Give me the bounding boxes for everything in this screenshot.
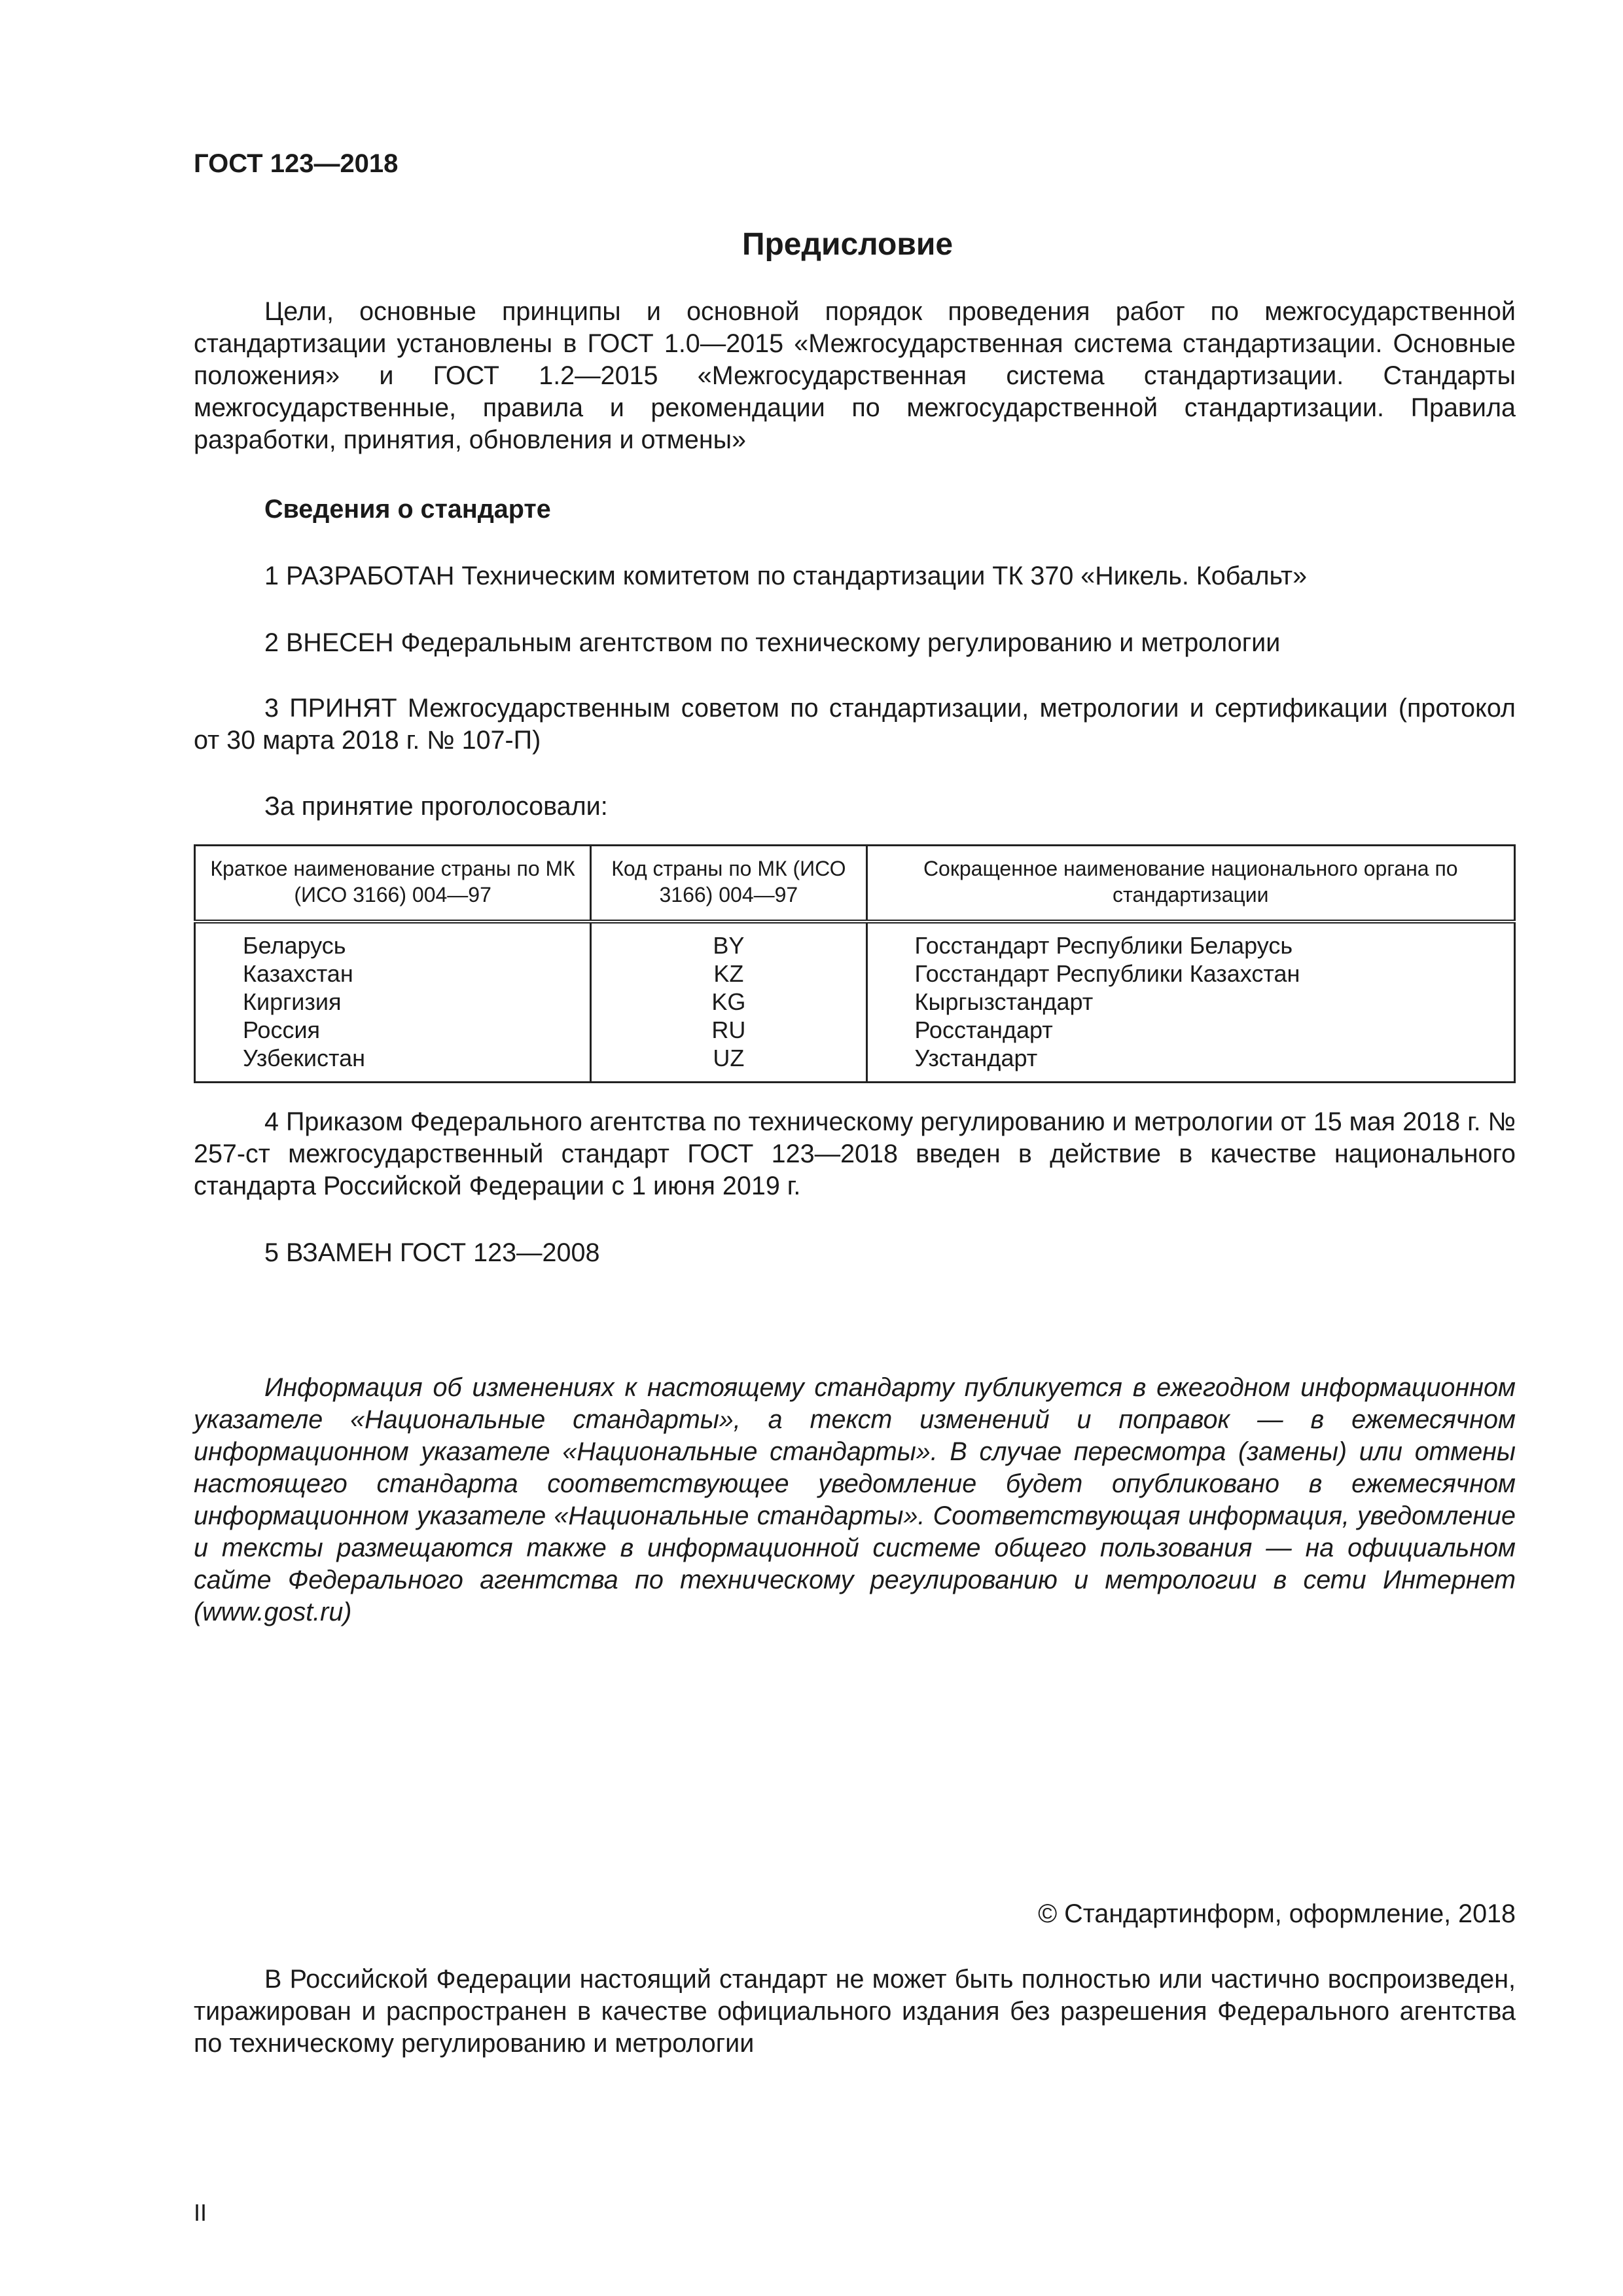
column-header-body: Сокращенное наименование национального органа по стандартизации xyxy=(866,846,1515,922)
table-row xyxy=(195,1044,1515,1083)
item-2-submitted: 2 ВНЕСЕН Федеральным агентством по техническому регулированию и метрологии xyxy=(264,628,1281,657)
code-cell: RU xyxy=(591,1016,866,1044)
page-number: II xyxy=(194,2199,207,2226)
country-cell: Казахстан xyxy=(195,960,591,988)
item-5-replaces: 5 ВЗАМЕН ГОСТ 123—2008 xyxy=(264,1238,600,1267)
code-cell: KG xyxy=(591,988,866,1016)
code-cell: UZ xyxy=(591,1044,866,1083)
country-cell: Беларусь xyxy=(195,922,591,960)
column-header-code: Код страны по МК (ИСО 3166) 004—97 xyxy=(591,846,866,922)
item-4-order: 4 Приказом Федерального агентства по техническому регулированию и метрологии от 15 мая 2018 г. № 257-ст межгосударственный стандарт ГОСТ 123—2018 введен в действие в качестве национального стандарта Российской Федерации с 1 июня 2019 г. xyxy=(194,1107,1516,1200)
table-header-row xyxy=(195,846,1515,922)
body-cell: Госстандарт Республики Беларусь xyxy=(866,922,1515,960)
table-row xyxy=(195,960,1515,988)
changes-notice: Информация об изменениях к настоящему стандарту публикуется в ежегодном информационном указателе «Национальные стандарты», а текст изменений и поправок — в ежемесячном информационном указателе «Национальные стандарты». В случае пересмотра (замены) или отмены настоящего стандарта соответствующее уведомление будет опубликовано в ежемесячном информационном указателе «Национальные стандарты». Соответствующая информация, уведомление и тексты размещаются также в информационной системе общего пользования — на официальном сайте Федерального агентства по техническому регулированию и метрологии в сети Интернет (www.gost.ru) xyxy=(194,1373,1516,1626)
vote-label: За принятие проголосовали: xyxy=(264,792,608,821)
table-row xyxy=(195,988,1515,1016)
column-header-country: Краткое наименование страны по МК (ИСО 3166) 004—97 xyxy=(195,846,591,922)
table-row xyxy=(195,1016,1515,1044)
body-cell: Узстандарт xyxy=(866,1044,1515,1083)
copyright-line: © Стандартинформ, оформление, 2018 xyxy=(1038,1899,1516,1928)
item-1-developed: 1 РАЗРАБОТАН Техническим комитетом по стандартизации ТК 370 «Никель. Кобальт» xyxy=(264,562,1308,590)
code-cell: KZ xyxy=(591,960,866,988)
country-cell: Узбекистан xyxy=(195,1044,591,1083)
body-cell: Госстандарт Республики Казахстан xyxy=(866,960,1515,988)
body-cell: Кыргызстандарт xyxy=(866,988,1515,1016)
body-cell: Росстандарт xyxy=(866,1016,1515,1044)
page-title: Предисловие xyxy=(741,227,954,262)
country-cell: Россия xyxy=(195,1016,591,1044)
intro-paragraph: Цели, основные принципы и основной порядок проведения работ по межгосударственной стандартизации установлены в ГОСТ 1.0—2015 «Межгосударственная система стандартизации. Основные положения» и ГОСТ 1.2—2015 «Межгосударственная система стандартизации. Стандарты межгосударственные, правила и рекомендации по межгосударственной стандартизации. Правила разработки, принятия, обновления и отмены» xyxy=(194,297,1516,454)
info-heading: Сведения о стандарте xyxy=(264,495,551,524)
item-3-adopted: 3 ПРИНЯТ Межгосударственным советом по стандартизации, метрологии и сертификации (протокол от 30 марта 2018 г. № 107-П) xyxy=(194,694,1516,755)
voting-table xyxy=(194,844,1516,1083)
country-cell: Киргизия xyxy=(195,988,591,1016)
document-id-header: ГОСТ 123—2018 xyxy=(194,149,399,178)
table-row xyxy=(195,922,1515,960)
code-cell: BY xyxy=(591,922,866,960)
rights-paragraph: В Российской Федерации настоящий стандарт не может быть полностью или частично воспроизведен, тиражирован и распространен в качестве официального издания без разрешения Федерального агентства по техническому регулированию и метрологии xyxy=(194,1965,1516,2058)
